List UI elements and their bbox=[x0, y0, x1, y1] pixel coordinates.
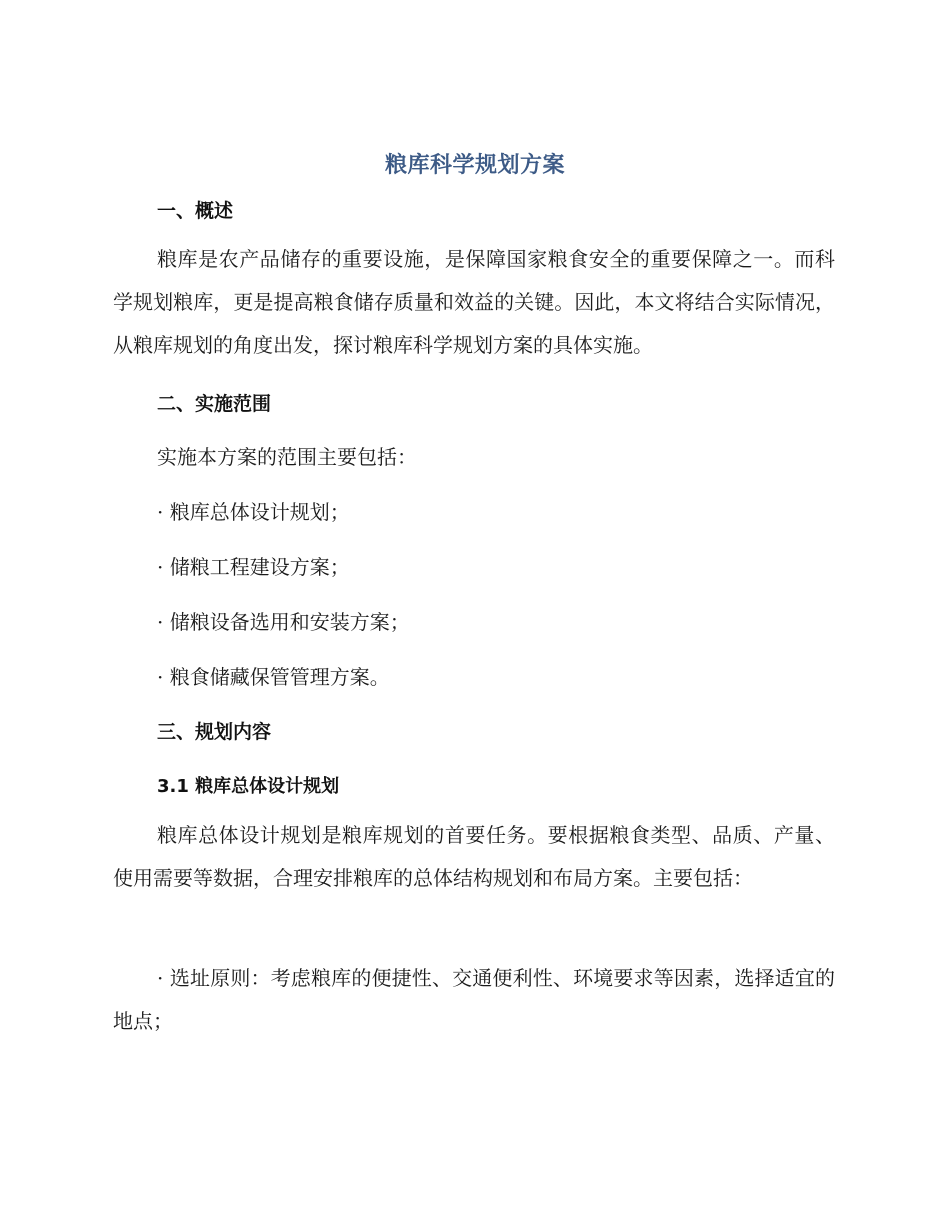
overview-paragraph: 粮库是农产品储存的重要设施，是保障国家粮食安全的重要保障之一。而科学规划粮库，更是提高粮食储存质量和效益的关键。因此，本文将结合实际情况，从粮库规划的角度出发，探讨粮库科学规划方案的具体实施。 bbox=[113, 247, 835, 357]
scope-item: · 储粮工程建设方案； bbox=[157, 555, 350, 579]
subsection-heading-overall-design: 3.1 粮库总体设计规划 bbox=[157, 776, 340, 797]
overall-design-paragraph: 粮库总体设计规划是粮库规划的首要任务。要根据粮食类型、品质、产量、使用需要等数据，合理安排粮库的总体结构规划和布局方案。主要包括： bbox=[113, 823, 835, 890]
section-heading-content: 三、规划内容 bbox=[157, 721, 272, 743]
section-heading-overview: 一、概述 bbox=[157, 200, 234, 222]
scope-item: · 粮食储藏保管管理方案。 bbox=[157, 665, 390, 689]
scope-item: · 粮库总体设计规划； bbox=[157, 500, 350, 524]
site-selection-bullet: · 选址原则：考虑粮库的便捷性、交通便利性、环境要求等因素，选择适宜的地点； bbox=[113, 966, 835, 1033]
document-title: 粮库科学规划方案 bbox=[384, 153, 565, 178]
section-heading-scope: 二、实施范围 bbox=[157, 393, 272, 415]
scope-item: · 储粮设备选用和安装方案； bbox=[157, 610, 410, 634]
scope-intro: 实施本方案的范围主要包括： bbox=[157, 445, 417, 469]
